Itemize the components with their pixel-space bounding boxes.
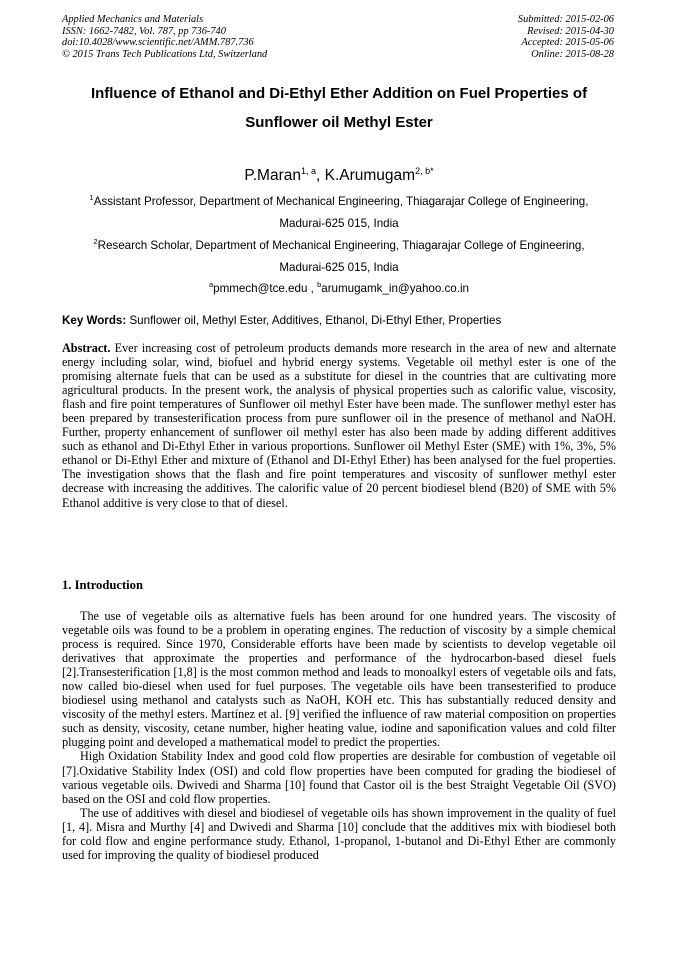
- accepted-date: Accepted: 2015-05-06: [521, 37, 614, 49]
- title-line-1: Influence of Ethanol and Di-Ethyl Ether Addition on Fuel Properties of: [90, 85, 588, 102]
- email-a[interactable]: pmmech@tce.edu: [213, 282, 308, 295]
- author-1-affil: 1, a: [300, 166, 316, 176]
- online-date: Online: 2015-08-28: [531, 48, 614, 60]
- intro-paragraph-1: The use of vegetable oils as alternative fuels has been around for one hundred years. The viscosity of vegetable oils was found to be a problem in operating engines. The reduction of viscosity by a simple chemical process is required. Since 1970, Considerable efforts have been made by scientists to develop vegetable oil derivatives that approximate the properties and performance of the hydrocarbon-based diesel fuels [2].Transesterification [1,8] is the most common method and leads to monoalkyl esters of vegetable oils and fats, now called bio-diesel when used for fuel purposes. The vegetable oils have been transesterified to produce biodiesel using methanol and catalysts such as NaOH, KOH etc. This has substantially reduced density and viscosity of the methyl esters. Martínez et al. [9] verified the influence of raw material composition on properties such as density, viscosity, cetane number, higher heating value, iodine and saponification values and cold filter plugging point and developed a mathematical model to predict the properties.: [62, 609, 616, 750]
- author-list: [62, 158, 616, 189]
- issn-line: ISSN: 1662-7482, Vol. 787, pp 736-740: [62, 25, 226, 37]
- author-emails: $^a$pmmech@tce.edu , $^b$arumugamk_in@yahoo.co.in: [208, 280, 470, 295]
- affiliation-2-number: 2: [93, 237, 98, 246]
- intro-paragraph-2: High Oxidation Stability Index and good cold flow properties are desirable for combustion of vegetable oil [7].Oxidative Stability Index (OSI) and cold flow properties have been computed for grading the biodiesel of various vegetable oils. Dwivedi and Sharma [10] found that Castor oil is the best Straight Vegetable Oil (SVO) based on the OSI and cold flow properties.: [62, 749, 616, 806]
- affiliation-1-line-2: Madurai-625 015, India: [279, 217, 399, 230]
- author-2-affil: 2, b*: [415, 166, 434, 176]
- affiliation-2: [62, 231, 616, 279]
- author-separator: ,: [316, 167, 325, 184]
- abstract: [62, 341, 616, 510]
- author-1: P.Maran: [244, 167, 301, 184]
- submitted-date: Submitted: 2015-02-06: [517, 14, 614, 25]
- abstract-label: Abstract.: [62, 341, 111, 355]
- keywords: [62, 312, 616, 330]
- introduction-body: [62, 609, 616, 862]
- journal-name: Applied Mechanics and Materials: [62, 14, 204, 25]
- email-b[interactable]: arumugamk_in@yahoo.co.in: [321, 282, 470, 295]
- journal-header-right: [518, 14, 614, 60]
- doi-line: doi:10.4028/www.scientific.net/AMM.787.736: [62, 37, 254, 49]
- abstract-text: Ever increasing cost of petroleum products demands more research in the area of new and alternate energy including solar, wind, biofuel and hybrid energy systems. Vegetable oil methyl ester is one of the promising alternate fuels that can be used as a substitute for diesel in the countries that are cultivating more agricultural products. In the present work, the analysis of physical properties such as calorific value, viscosity, flash and fire point temperatures of Sunflower oil methyl Ester have been made. The sunflower methyl ester has been prepared by transesterification process from pure sunflower oil in the presence of methanol and NaOH. Further, property enhancement of sunflower oil methyl ester has also been made by adding different additives such as ethanol and Di-Ethyl Ether in various proportions. Sunflower oil Methyl Ester (SME) with 1%, 3%, 5% ethanol or Di-Ethyl Ether and mixture of (Ethanol and DI-Ethyl Ether) has been analysed for the fuel properties. The investigation shows that the flash and fire point temperatures and viscosity of sunflower methyl ester decrease with increasing the additives. The calorific value of 20 percent biodiesel blend (B20) of SME with 5% Ethanol additive is very close to that of diesel.: [62, 341, 616, 510]
- revised-date: Revised: 2015-04-30: [527, 25, 614, 37]
- affiliation-2-line-1: $^2$Research Scholar, Department of Mechanical Engineering, Thiagarajar College of Engineering,: [93, 237, 585, 252]
- title-line-2: Sunflower oil Methyl Ester: [245, 114, 433, 131]
- author-2: K.Arumugam: [324, 167, 416, 184]
- affiliation-1: [62, 187, 616, 235]
- paper-title: [62, 79, 616, 137]
- affiliation-1-number: 1: [89, 193, 94, 202]
- keywords-label: Key Words:: [62, 314, 127, 327]
- keywords-text: Sunflower oil, Methyl Ester, Additives, Ethanol, Di-Ethyl Ether, Properties: [126, 314, 502, 327]
- journal-header-left: [62, 14, 267, 60]
- section-heading-introduction: 1. Introduction: [62, 578, 143, 592]
- intro-paragraph-3: The use of additives with diesel and biodiesel of vegetable oils has shown improvement in the quality of fuel [1, 4]. Misra and Murthy [4] and Dwivedi and Sharma [10] conclude that the additives mix with biodiesel both for cold flow and engine performance study. Ethanol, 1-propanol, 1-butanol and Di-Ethyl Ether are commonly used for improving the quality of biodiesel produced: [62, 805, 616, 862]
- copyright-line: © 2015 Trans Tech Publications Ltd, Switzerland: [62, 48, 268, 60]
- affiliation-1-line-1: $^1$Assistant Professor, Department of Mechanical Engineering, Thiagarajar College of Engineering,: [89, 193, 589, 208]
- affiliation-2-line-2: Madurai-625 015, India: [279, 261, 399, 274]
